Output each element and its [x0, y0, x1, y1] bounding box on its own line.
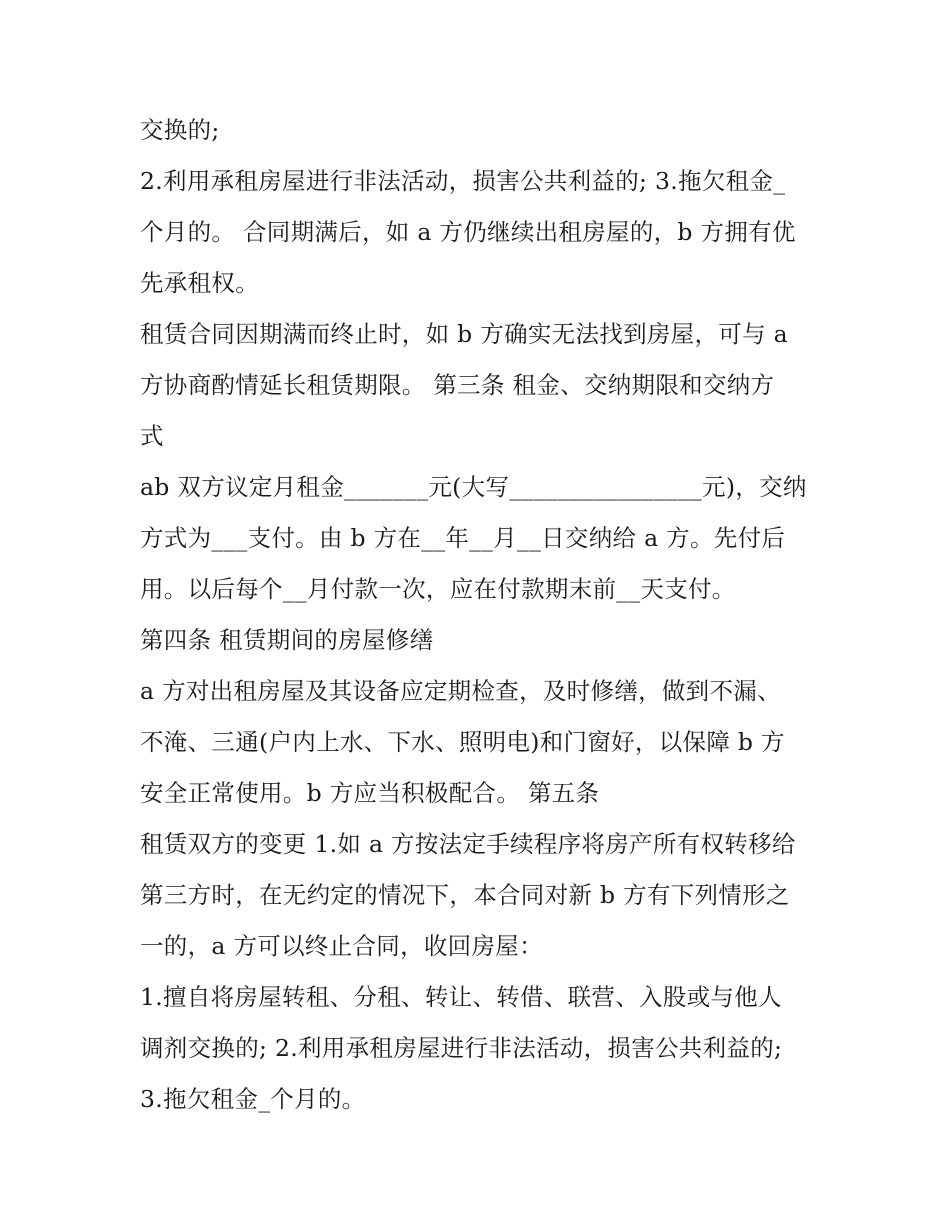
text-line-8: ab 双方议定月租金_______元(大写________________元)，交纳	[140, 473, 807, 501]
text-line-15: 租赁双方的变更 1.如 a 方按法定手续程序将房产所有权转移给	[140, 830, 796, 858]
document-body	[140, 105, 820, 1125]
text-line-19: 调剂交换的; 2.利用承租房屋进行非法活动，损害公共利益的;	[140, 1034, 783, 1062]
text-line-10: 用。以后每个__月付款一次，应在付款期末前__天支付。	[140, 575, 736, 603]
text-line-13: 不淹、三通(户内上水、下水、照明电)和门窗好，以保障 b 方	[140, 728, 785, 756]
text-line-17: 一的，a 方可以终止合同，收回房屋：	[140, 932, 543, 960]
text-line-4: 先承租权。	[140, 269, 259, 297]
text-line-16: 第三方时，在无约定的情况下，本合同对新 b 方有下列情形之	[140, 881, 790, 909]
text-line-3: 个月的。 合同期满后，如 a 方仍继续出租房屋的，b 方拥有优	[140, 218, 796, 246]
text-line-14: 安全正常使用。b 方应当积极配合。 第五条	[140, 779, 600, 807]
text-line-1: 交换的;	[140, 116, 220, 144]
text-line-2: 2.利用承租房屋进行非法活动，损害公共利益的; 3.拖欠租金_	[140, 167, 786, 195]
section-heading-article-4: 第四条 租赁期间的房屋修缮	[140, 626, 434, 654]
text-line-6: 方协商酌情延长租赁期限。 第三条 租金、交纳期限和交纳方	[140, 371, 775, 399]
text-line-9: 方式为___支付。由 b 方在__年__月__日交纳给 a 方。先付后	[140, 524, 786, 552]
text-line-18: 1.擅自将房屋转租、分租、转让、转借、联营、入股或与他人	[140, 983, 782, 1011]
text-line-7: 式	[140, 422, 164, 450]
text-line-20: 3.拖欠租金_个月的。	[140, 1085, 366, 1113]
text-line-12: a 方对出租房屋及其设备应定期检查，及时修缮，做到不漏、	[140, 677, 781, 705]
text-line-5: 租赁合同因期满而终止时，如 b 方确实无法找到房屋，可与 a	[140, 320, 788, 348]
